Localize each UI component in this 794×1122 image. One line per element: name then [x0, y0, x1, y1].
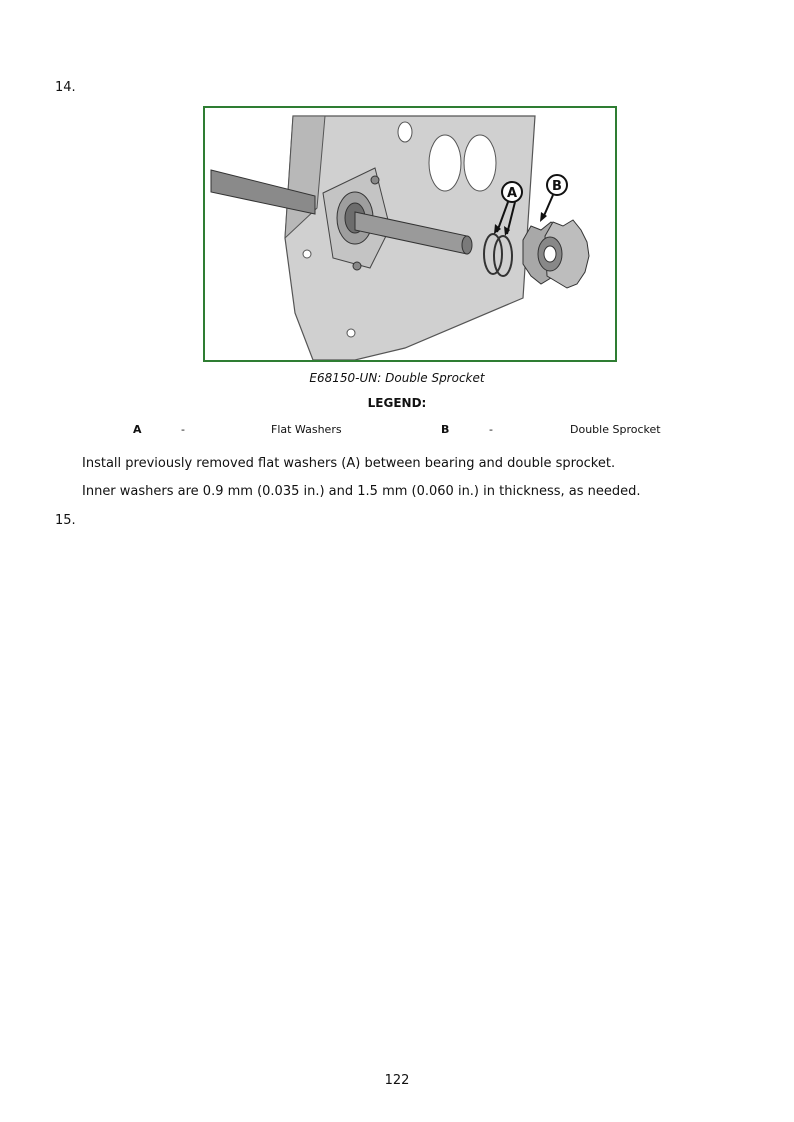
- legend-dash-a: -: [181, 423, 185, 436]
- legend-dash-b: -: [489, 423, 493, 436]
- bearing-bolt: [371, 176, 379, 184]
- sprocket-illustration: [205, 108, 615, 360]
- frame-hole: [303, 250, 311, 258]
- callout-b-label: B: [552, 179, 562, 194]
- frame-cutout: [464, 135, 496, 191]
- callout-a-label: A: [506, 186, 518, 201]
- legend-description-a: Flat Washers: [271, 423, 342, 436]
- legend-letter-a: A: [133, 423, 142, 436]
- bearing-bolt: [353, 262, 361, 270]
- frame-cutout: [429, 135, 461, 191]
- shaft-end: [462, 236, 472, 254]
- figure-caption: E68150-UN: Double Sprocket: [309, 371, 485, 385]
- double-sprocket: [523, 220, 589, 288]
- figure-double-sprocket: [203, 106, 617, 362]
- frame-hole: [398, 122, 412, 142]
- legend-description-b: Double Sprocket: [570, 423, 661, 436]
- legend-letter-b: B: [441, 423, 450, 436]
- frame-hole: [347, 329, 355, 337]
- instruction-paragraph: Inner washers are 0.9 mm (0.035 in.) and 1.5 mm (0.060 in.) in thickness, as needed.: [82, 484, 641, 499]
- step-number-15: 15.: [55, 513, 76, 528]
- step-number-14: 14.: [55, 80, 76, 95]
- instruction-paragraph: Install previously removed flat washers (A) between bearing and double sprocket.: [82, 456, 616, 471]
- legend-title: LEGEND:: [367, 396, 427, 410]
- page-number: 122: [384, 1073, 410, 1088]
